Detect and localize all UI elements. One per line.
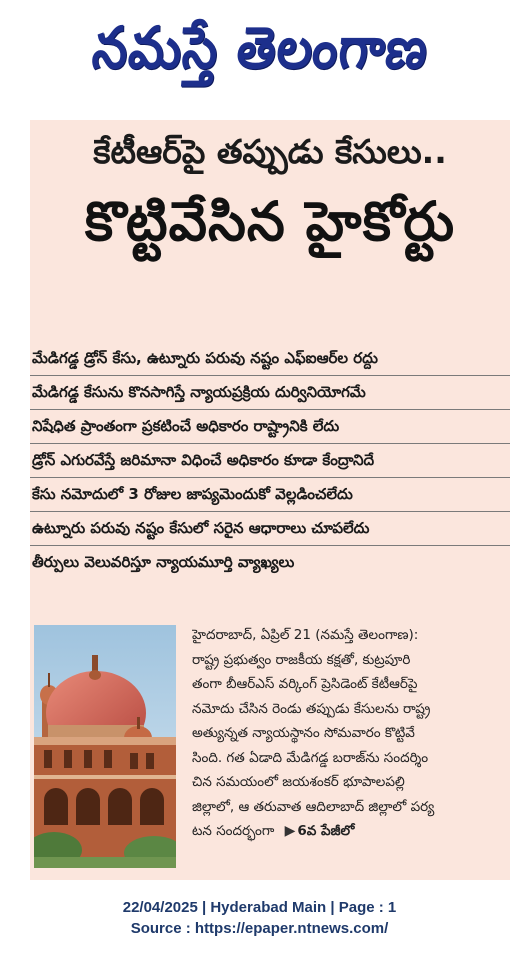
highlight-item: తీర్పులు వెలువరిస్తూ న్యాయమూర్తి వ్యాఖ్యలు bbox=[32, 553, 295, 571]
body-line: అత్యున్నత న్యాయస్థానం సోమవారం కొట్టివే bbox=[192, 725, 415, 741]
highlight-item: మేడిగడ్డ కేసును కొనసాగిస్తే న్యాయప్రక్రియ దుర్వినియోగమే bbox=[30, 376, 510, 410]
footer-source-link[interactable]: Source : https://epaper.ntnews.com/ bbox=[130, 920, 389, 937]
body-last-line bbox=[192, 819, 506, 844]
highlight-item: డ్రోన్ ఎగురవేస్తే జరిమానా విధించే అధికారం కూడా కేంద్రానిదే bbox=[30, 444, 510, 478]
source-footer bbox=[0, 897, 519, 939]
footer-date-edition: 22/04/2025 | Hyderabad Main | Page : 1 bbox=[122, 899, 397, 916]
article-kicker: కేటీఆర్‌పై తప్పుడు కేసులు.. bbox=[93, 132, 447, 171]
body-line: తంగా బీఆర్‌ఎస్ వర్కింగ్ ప్రెసిడెంట్ కేటీఆర్‌పై bbox=[192, 676, 418, 692]
article-body bbox=[192, 623, 506, 844]
high-court-building-photo bbox=[34, 625, 176, 868]
masthead bbox=[0, 0, 519, 110]
body-line: జిల్లాలో, ఆ తరువాత ఆదిలాబాద్ జిల్లాలో పర్య bbox=[192, 798, 435, 815]
body-line: హైదరాబాద్, ఏప్రిల్ 21 (నమస్తే తెలంగాణ): bbox=[192, 627, 419, 643]
body-line: సింది. గత ఏడాది మేడిగడ్డ బరాజ్‌ను సందర్శిం bbox=[192, 749, 429, 766]
article-headline: కొట్టివేసిన హైకోర్టు bbox=[84, 190, 456, 253]
high-court-building-illustration bbox=[34, 625, 176, 868]
highlight-item: ఉట్నూరు పరువు నష్టం కేసులో సరైన ఆధారాలు చూపలేదు bbox=[30, 512, 510, 546]
highlights-list bbox=[30, 342, 510, 579]
newspaper-logo-title: నమస్తే తెలంగాణ bbox=[89, 14, 432, 81]
body-line: నమోదు చేసిన రెండు తప్పుడు కేసులను రాష్ట్ర bbox=[192, 700, 431, 717]
article-clipping bbox=[30, 120, 510, 880]
highlight-item: నిషేధిత ప్రాంతంగా ప్రకటించే అధికారం రాష్ట్రానికి లేదు bbox=[30, 410, 510, 444]
continued-on-page[interactable]: 6వ పేజీలో bbox=[297, 823, 355, 839]
body-line: టన సందర్భంగా bbox=[192, 823, 275, 839]
body-line: రాష్ట్ర ప్రభుత్వం రాజకీయ కక్షతో, కుట్రపూరి bbox=[192, 651, 411, 668]
highlight-item: కేసు నమోదులో 3 రోజుల జాప్యమెందుకో వెల్లడించలేదు bbox=[30, 478, 510, 512]
continued-arrow-icon: ▶ bbox=[284, 823, 296, 839]
body-line: చిన సమయంలో జయశంకర్ భూపాలపల్లి bbox=[192, 774, 405, 790]
highlight-item: మేడిగడ్డ డ్రోన్ కేసు, ఉట్నూరు పరువు నష్టం ఎఫ్‌ఐఆర్‌ల రద్దు bbox=[30, 342, 510, 376]
